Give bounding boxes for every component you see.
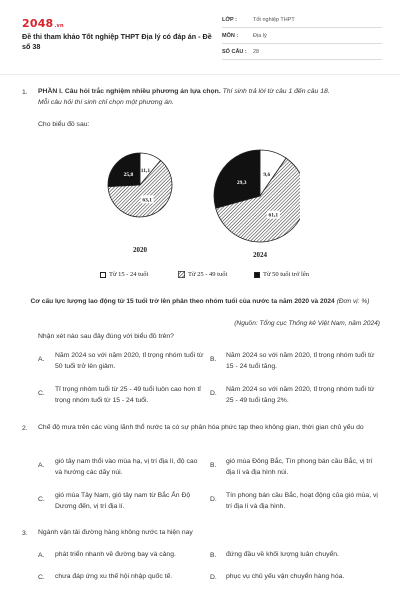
slice-value-label: 11,1 — [140, 167, 151, 174]
header-divider — [0, 74, 400, 75]
legend-label: Từ 15 - 24 tuổi — [109, 271, 149, 278]
meta-key: SỐ CÂU : — [222, 48, 247, 55]
option-letter[interactable]: B. — [210, 552, 217, 559]
chart-title: Cơ cấu lực lượng lao động từ 15 tuổi trở lên phân theo nhóm tuổi của nước ta năm 2020 và 2024 — [30, 298, 335, 305]
option-letter[interactable]: B. — [210, 356, 217, 363]
slice-value-label: 29,3 — [236, 180, 247, 187]
pie-year-label: 2024 — [253, 251, 267, 259]
legend-swatch — [254, 272, 260, 278]
part-instruction: Mỗi câu hỏi thí sinh chỉ chọn một phương án. — [38, 98, 174, 106]
legend-label: Từ 50 tuổi trở lên — [263, 271, 309, 278]
slice-value-label: 61,1 — [268, 212, 279, 219]
legend-swatch — [100, 272, 106, 278]
option-letter[interactable]: C. — [38, 496, 45, 503]
pie-group — [108, 150, 300, 259]
pie-year-label: 2020 — [133, 246, 147, 254]
slice-value-label: 25,8 — [123, 171, 134, 178]
meta-key: MÔN : — [222, 32, 239, 39]
question-number: 3. — [22, 530, 28, 537]
page-header — [0, 0, 400, 70]
meta-value: Địa lý — [253, 32, 267, 39]
option-d[interactable]: Tín phong bán cầu Bắc, hoạt động của gió mùa, vị trí địa lí và địa hình. — [226, 492, 378, 510]
option-b[interactable]: Năm 2024 so với năm 2020, tỉ trọng nhóm tuổi từ 15 - 24 tuổi tăng. — [226, 352, 375, 370]
question-stem: Ngành vận tải đường hàng không nước ta hiện nay — [38, 529, 193, 536]
option-letter[interactable]: C. — [38, 574, 45, 581]
site-logo[interactable] — [22, 17, 64, 30]
option-c[interactable]: Tỉ trọng nhóm tuổi từ 25 - 49 tuổi luôn cao hơn tỉ trọng nhóm tuổi từ 15 - 24 tuổi. — [55, 386, 201, 404]
slice-value-label: 63,1 — [142, 197, 152, 204]
option-c[interactable]: chưa đáp ứng xu thế hội nhập quốc tế. — [55, 573, 173, 580]
document-meta — [222, 12, 382, 60]
meta-value: 28 — [253, 48, 260, 55]
question-stem: Chế độ mưa trên các vùng lãnh thổ nước ta có sự phân hóa phức tạp theo không gian, thời gian chủ yếu do — [38, 424, 364, 431]
part-heading: PHẦN I. Câu hỏi trắc nghiệm nhiều phương án lựa chọn. — [38, 88, 221, 95]
option-letter[interactable]: B. — [210, 462, 217, 469]
meta-key: LỚP : — [222, 16, 237, 23]
option-b[interactable]: gió mùa Đông Bắc, Tín phong bán cầu Bắc, vị trí địa lí và địa hình núi. — [226, 458, 373, 476]
option-letter[interactable]: A. — [38, 356, 45, 363]
chart-source: (Nguồn: Tổng cục Thống kê Việt Nam, năm 2024) — [234, 320, 380, 327]
legend-item-15-24 — [100, 271, 148, 278]
option-a[interactable]: gió tây nam thổi vào mùa hạ, vị trí địa lí, độ cao và hướng các dãy núi. — [55, 458, 198, 476]
part-instruction: Thí sinh trả lời từ câu 1 đến câu 18. — [222, 88, 330, 95]
option-letter[interactable]: A. — [38, 462, 45, 469]
logo-text: 2048 — [22, 17, 54, 30]
option-d[interactable]: Năm 2024 so với năm 2020, tỉ trọng nhóm tuổi từ 25 - 49 tuổi tăng 2%. — [226, 386, 375, 404]
option-b[interactable]: đứng đầu về khối lượng luân chuyển. — [226, 551, 339, 558]
pie-chart — [100, 140, 300, 288]
option-letter[interactable]: D. — [210, 574, 217, 581]
option-c[interactable]: gió mùa Tây Nam, gió tây nam từ Bắc Ấn Độ Dương đến, vị trí địa lí. — [55, 492, 191, 510]
meta-value: Tốt nghiệp THPT — [253, 16, 295, 23]
part1-heading — [38, 87, 383, 108]
slice-value-label: 9,6 — [263, 172, 271, 179]
document-title: Đề thi tham khảo Tốt nghiệp THPT Địa lý có đáp án - Đề số 38 — [22, 32, 212, 51]
option-d[interactable]: phục vụ chủ yếu vận chuyển hàng hóa. — [226, 573, 345, 580]
pie-slice-2020-2 — [108, 153, 140, 187]
meta-row-count — [222, 44, 382, 60]
option-a[interactable]: Năm 2024 so với năm 2020, tỉ trọng nhóm tuổi từ 50 tuổi trở lên giảm. — [55, 352, 204, 370]
option-letter[interactable]: A. — [38, 552, 45, 559]
chart-caption — [20, 296, 380, 307]
legend-item-25-49 — [178, 271, 227, 278]
option-letter[interactable]: C. — [38, 390, 45, 397]
legend-item-50-plus — [254, 271, 309, 278]
option-a[interactable]: phát triển nhanh về đường bay và cảng. — [55, 551, 176, 558]
chart-unit: (Đơn vị: %) — [336, 298, 370, 305]
legend-label: Từ 25 - 49 tuổi — [188, 271, 228, 278]
meta-row-class — [222, 12, 382, 28]
chart-intro: Cho biểu đồ sau: — [38, 121, 90, 128]
question-number: 1. — [22, 89, 28, 96]
question-stem: Nhận xét nào sau đây đúng với biểu đồ trên? — [38, 333, 174, 340]
option-letter[interactable]: D. — [210, 390, 217, 397]
logo-suffix: .vn — [54, 23, 64, 29]
legend-swatch — [178, 271, 185, 278]
option-letter[interactable]: D. — [210, 496, 217, 503]
meta-row-subject — [222, 28, 382, 44]
question-number: 2. — [22, 425, 28, 432]
